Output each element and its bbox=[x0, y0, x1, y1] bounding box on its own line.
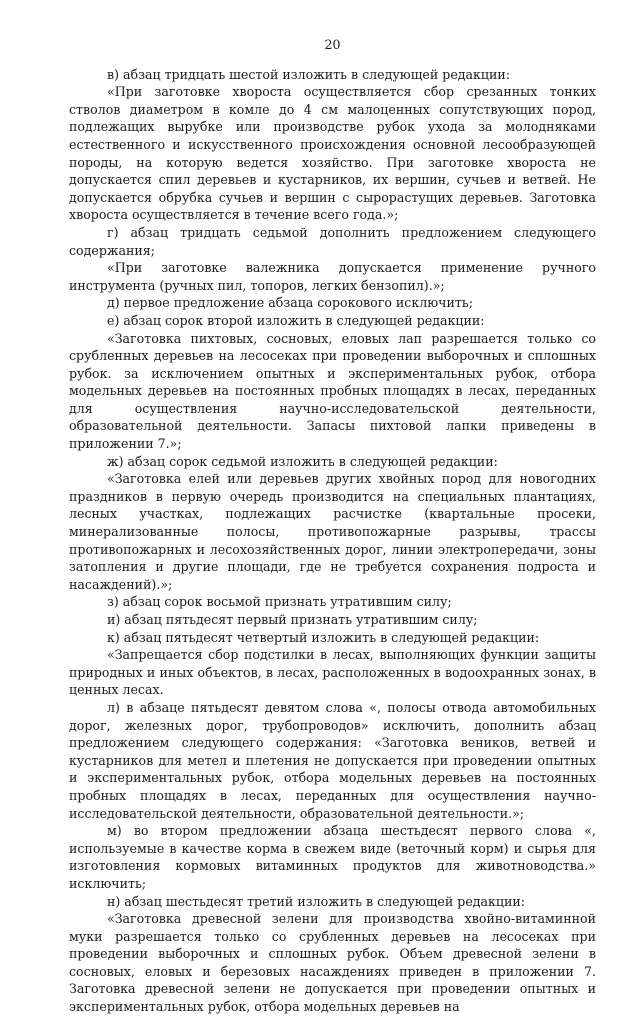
paragraph-z-amendment: з) абзац сорок восьмой признать утратившим силу; bbox=[107, 594, 452, 610]
paragraph-k-amendment-heading: к) абзац пятьдесят четвертый изложить в следующей редакции: bbox=[107, 629, 540, 645]
paragraph-christmas-trees-text: «Заготовка елей или деревьев других хвойных пород для новогодних праздников в первую очередь производится на специальных плантациях, лесных участках, подлежащих расчистке (квартальные просеки, минерализованные полосы, противопожарные разрывы, трассы противопожарных и лесохозяйственных дорог, линии электропередачи, зоны затопления и другие площади, где не требуется сохранения подроста и насаждений).»; bbox=[69, 471, 596, 592]
paragraph-d-amendment: д) первое предложение абзаца сорокового исключить; bbox=[107, 295, 473, 311]
paragraph-g-amendment-heading: г) абзац тридцать седьмой дополнить предложением следующего содержания; bbox=[69, 224, 596, 258]
paragraph-zh-amendment-heading: ж) абзац сорок седьмой изложить в следующей редакции: bbox=[107, 453, 498, 469]
paragraph-e-amendment-heading: е) абзац сорок второй изложить в следующей редакции: bbox=[107, 312, 485, 328]
page-number: 20 bbox=[324, 37, 341, 52]
paragraph-m-amendment: м) во втором предложении абзаца шестьдесят первого слова «, используемые в качестве корма в свежем виде (веточный корм) и сырья для изготовления кормовых витаминных продуктов для животноводства.» исключить; bbox=[69, 823, 596, 891]
paragraph-deadwood-text: «При заготовке валежника допускается применение ручного инструмента (ручных пил, топоров, легких бензопил).»; bbox=[69, 260, 596, 293]
paragraph-v-amendment-heading: в) абзац тридцать шестой изложить в следующей редакции: bbox=[107, 66, 511, 82]
paragraph-wood-greens-text: «Заготовка древесной зелени для производства хвойно-витаминной муки разрешается только со срубленных деревьев на лесосеках при проведении выборочных и сплошных рубок. Объем древесной зелени в сосновых, еловых и березовых насаждениях приведен в приложении 7. Заготовка древесной зелени не допускается при проведении опытных и экспериментальных рубок, отбора модельных деревьев на bbox=[69, 911, 596, 1015]
paragraph-i-amendment: и) абзац пятьдесят первый признать утратившим силу; bbox=[107, 612, 478, 627]
paragraph-conifer-branches-text: «Заготовка пихтовых, сосновых, еловых лап разрешается только со срубленных деревьев на лесосеках при проведении выборочных и сплошных рубок. за исключением опытных и экспериментальных рубок, отбора модельных деревьев на постоянных пробных площадях в лесах, переданных для осуществления научно-исследовательской деятельности, образовательной деятельности. Запасы пихтовой лапки приведены в приложении 7.»; bbox=[69, 330, 596, 452]
paragraph-litter-text: «Запрещается сбор подстилки в лесах, выполняющих функции защиты природных и иных объектов, в лесах, расположенных в водоохранных зонах, в ценных лесах. bbox=[69, 647, 596, 698]
document-body bbox=[69, 66, 596, 1016]
paragraph-brushwood-text: «При заготовке хвороста осуществляется сбор срезанных тонких стволов диаметром в комле до 4 см малоценных сопутствующих пород, подлежащих вырубке или производстве рубок ухода за молодняками естественного и искусственного происхождения основной лесообразующей породы, на которую ведется хозяйство. При заготовке хвороста не допускается спил деревьев и кустарников, их вершин, сучьев и ветвей. Не допускается обрубка сучьев и вершин с сырорастущих деревьев. Заготовка хвороста осуществляется в течение всего года.»; bbox=[69, 84, 596, 223]
paragraph-n-amendment-heading: н) абзац шестьдесят третий изложить в следующей редакции: bbox=[107, 893, 526, 909]
paragraph-l-amendment: л) в абзаце пятьдесят девятом слова «, полосы отвода автомобильных дорог, железных дорог, трубопроводов» исключить, дополнить абзац предложением следующего содержания: «Заготовка веников, ветвей и кустарников для метел и плетения не допускается при проведении опытных и экспериментальных рубок, отбора модельных деревьев на постоянных пробных площадях в лесах, переданных для осуществления научно-исследовательской деятельности, образовательной деятельности.»; bbox=[69, 699, 596, 821]
